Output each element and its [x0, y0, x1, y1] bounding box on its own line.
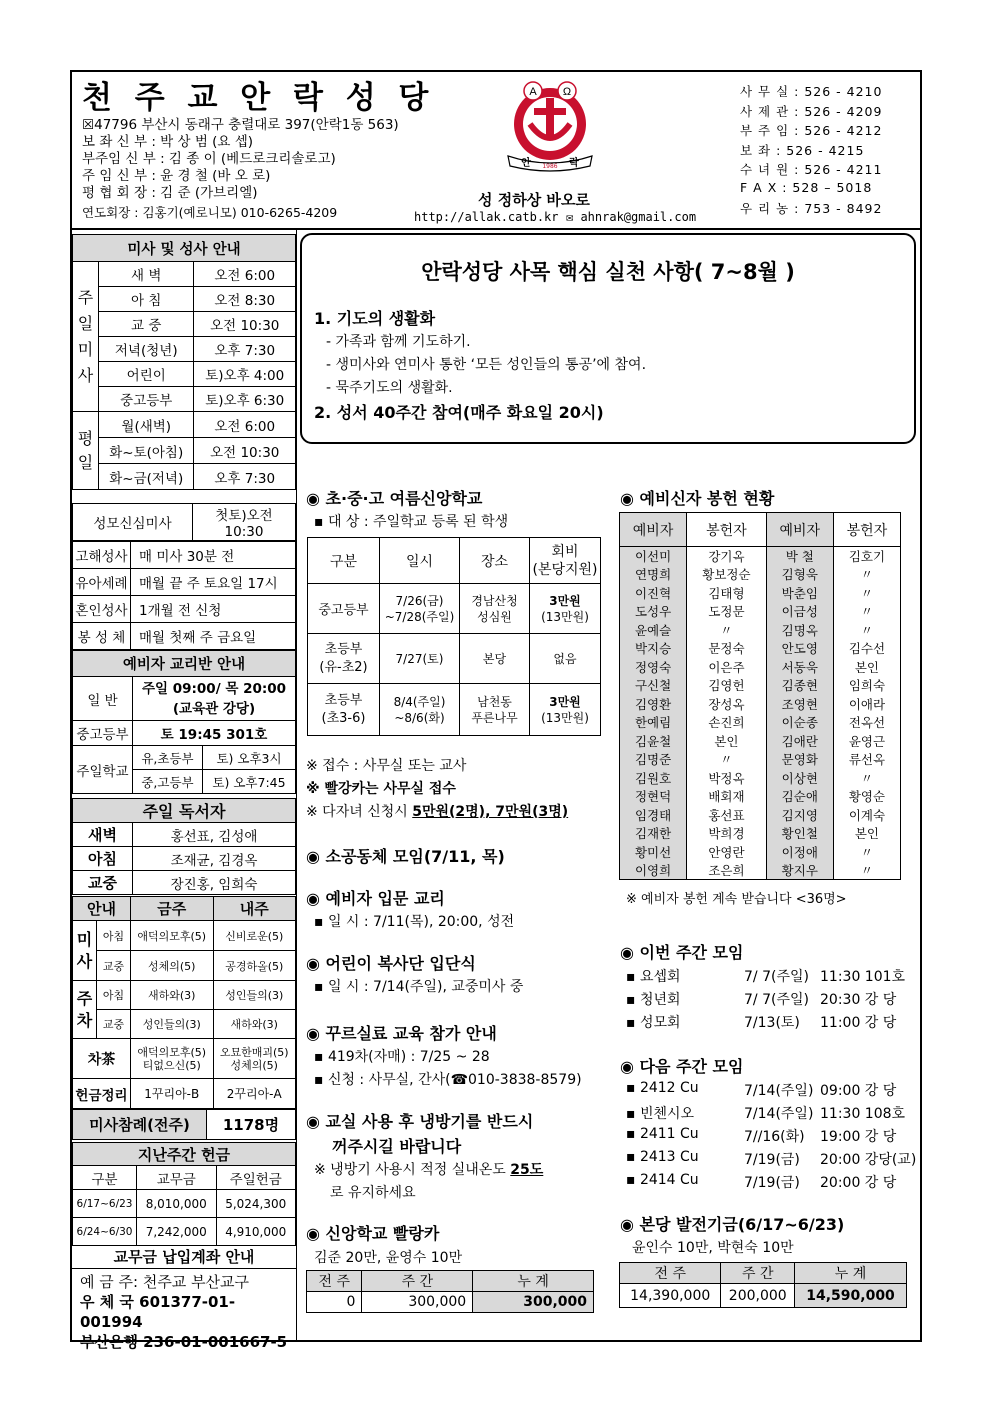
aircon-title-2: 꺼주시길 바랍니다 [332, 1137, 462, 1156]
reader-slot: 새벽 [73, 823, 133, 847]
duty-head: 안내 [73, 897, 131, 921]
mass-time: 오전 8:30 [194, 287, 296, 312]
sacrament-table [72, 541, 296, 650]
count-this-week: 1꾸리아-B [131, 1079, 214, 1109]
sponsor-name: 김호기 [833, 547, 900, 566]
meeting-time-place: 11:30 108호 [820, 1106, 906, 1122]
reader-names: 조재균, 김경옥 [133, 847, 296, 871]
phone-number: 보 좌 : 526 - 4215 [740, 142, 865, 158]
offering-table [72, 1142, 296, 1246]
meeting-time-place: 20:00 강당(교) [820, 1152, 917, 1168]
logo-label-left: 안 [521, 158, 531, 169]
sacrament-info: 매 미사 30분 전 [131, 542, 296, 569]
mass-name: 교 중 [99, 312, 194, 337]
tea-this-week: 애덕의모후(5) 티없으신(5) [131, 1039, 214, 1079]
catechumen-name: 정현덕 [620, 787, 687, 806]
phone-number: 부 주 임 : 526 - 4212 [740, 123, 883, 138]
mass-time: 오후 7:30 [194, 337, 296, 362]
sacrament-name: 봉 성 체 [73, 623, 131, 650]
parking-duty-label: 주 차 [73, 981, 97, 1039]
attendance-table [72, 1109, 296, 1140]
meeting-name: ▪ 2411 Cu [626, 1126, 699, 1142]
catechumen-name: 조영현 [766, 695, 833, 714]
mass-time: 오후 7:30 [194, 464, 296, 490]
catechumen-name: 임경태 [620, 806, 687, 825]
catechumen-name: 김형욱 [766, 565, 833, 584]
account-post: 우 체 국 601377-01-001994 [80, 1293, 236, 1331]
aircon-note-2: 로 유지하세요 [330, 1185, 416, 1201]
catechumen-name: 이선미 [620, 547, 687, 566]
offering-head: 구분 [73, 1166, 137, 1190]
mass-schedule-table [72, 234, 296, 490]
camp-note: ※ 다자녀 신청시 5만원(2명), 7만원(3명) [306, 804, 569, 820]
sponsor-name: 임희숙 [833, 676, 900, 695]
mass-time: 오전 6:00 [194, 412, 296, 438]
sponsor-name: 박희경 [687, 824, 767, 843]
school-time: 토) 오후7:45 [203, 770, 296, 794]
meeting-name: ▪ 2412 Cu [626, 1080, 699, 1096]
catechumen-name: 문영화 [766, 750, 833, 769]
meeting-time-place: 11:30 101호 [820, 969, 906, 985]
sacrament-info: 매월 첫째 주 금요일 [131, 623, 296, 650]
catechumen-name: 서동욱 [766, 658, 833, 677]
fund-table [619, 1262, 907, 1308]
camp-head: 장소 [460, 538, 530, 584]
offering-period: 6/24~6/30 [73, 1218, 137, 1246]
phone-number: F A X : 528 – 5018 [740, 179, 873, 195]
camp-date: 7/26(금) ~7/28(주일) [380, 584, 460, 634]
catechumen-name: 연명희 [620, 565, 687, 584]
catechumen-name: 이영희 [620, 861, 687, 880]
offering-head: 주일헌금 [216, 1166, 296, 1190]
catechumen-name: 구신철 [620, 676, 687, 695]
catechumen-name: 김윤철 [620, 732, 687, 751]
duty-table [72, 896, 296, 1109]
phone-number: 사 제 관 : 526 - 4209 [740, 103, 883, 119]
reader-names: 장진홍, 임희숙 [133, 871, 296, 895]
mass-name: 월(새벽) [99, 412, 194, 438]
mass-name: 화~토(아침) [99, 438, 194, 464]
parish-logo [500, 78, 600, 174]
camp-date: 7/27(토) [380, 634, 460, 684]
camp-note: ※ 빨강카는 사무실 접수 [306, 781, 456, 797]
camp-fee: 3만원 (13만원) [530, 584, 601, 634]
cursillo-title: ◉ 꾸르실료 교육 참가 안내 [306, 1024, 497, 1043]
meeting-name: ▪ 청년회 [626, 992, 681, 1008]
core-item: - 묵주기도의 생활화. [326, 380, 453, 396]
council-president: 평 협 회 장 : 김 준 (가브리엘) [82, 185, 258, 201]
catechumen-name: 박 철 [766, 547, 833, 566]
mass-duty-label: 미 사 [73, 921, 97, 981]
sponsor-name: 황영순 [833, 787, 900, 806]
redcard-head: 누 계 [473, 1271, 594, 1292]
assistant-priest: 보 좌 신 부 : 박 상 범 (요 셉) [82, 134, 254, 150]
redcard-table [306, 1270, 594, 1313]
phone-number: 수 녀 원 : 526 - 4211 [740, 162, 883, 177]
catechumen-name: 박춘임 [766, 584, 833, 603]
sponsor-head: 예비자 [766, 513, 833, 547]
core-heading-1: 1. 기도의 생활화 [314, 309, 436, 328]
youth-time: 토 19:45 301호 [133, 721, 296, 746]
mass-time: 오전 10:30 [194, 438, 296, 464]
yeondo-president: 연도회장 : 김홍기(예로니모) 010-6265-4209 [82, 205, 338, 220]
camp-group: 중고등부 [308, 584, 380, 634]
sponsor-name: 〃 [833, 602, 900, 621]
sacrament-info: 1개월 전 신청 [131, 596, 296, 623]
camp-head: 회비 (본당지원) [530, 538, 601, 584]
sunday-label: 주 일 미 사 [73, 262, 99, 412]
fund-total: 14,590,000 [795, 1284, 907, 1308]
general-label: 일 반 [73, 677, 133, 721]
offering-title: 지난주간 헌금 [73, 1143, 296, 1166]
camp-group: 초등부 (초3-6) [308, 684, 380, 736]
duty-slot: 교중 [97, 1010, 131, 1039]
catechumen-name: 한예림 [620, 713, 687, 732]
sponsor-name: 〃 [687, 621, 767, 640]
meeting-date: 7/13(토) [744, 1015, 800, 1031]
sponsor-name: 〃 [833, 584, 900, 603]
offering-value: 5,024,300 [216, 1190, 296, 1218]
camp-fee: 없음 [530, 634, 601, 684]
catechumen-name: 김순애 [766, 787, 833, 806]
catechumen-name: 황미선 [620, 843, 687, 862]
meeting-name: ▪ 2413 Cu [626, 1149, 699, 1165]
school-group: 유,초등부 [133, 746, 203, 770]
sponsor-name: 〃 [833, 621, 900, 640]
meeting-time-place: 09:00 강 당 [820, 1083, 897, 1099]
catechumen-table [72, 650, 296, 794]
duty-next-week: 성인들의(3) [213, 981, 296, 1010]
logo-year: 1986 [542, 163, 558, 170]
duty-slot: 교중 [97, 951, 131, 981]
reader-slot: 아침 [73, 847, 133, 871]
readers-table [72, 798, 296, 895]
account-box [72, 1245, 296, 1351]
meeting-name: ▪ 성모회 [626, 1015, 681, 1031]
catechumen-name: 김영환 [620, 695, 687, 714]
attendance-label: 미사참례(전주) [73, 1110, 207, 1140]
redcard-head: 전 주 [307, 1271, 362, 1292]
sacrament-name: 유아세례 [73, 569, 131, 596]
sponsor-name: 〃 [833, 843, 900, 862]
catechumen-name: 김명준 [620, 750, 687, 769]
aircon-title: ◉ 교실 사용 후 냉방기를 반드시 [306, 1112, 534, 1131]
duty-head: 내주 [213, 897, 296, 921]
redcard-value: 300,000 [362, 1292, 473, 1313]
general-time: 주일 09:00/ 목 20:00 (교육관 강당) [133, 677, 296, 721]
sponsor-head: 예비자 [620, 513, 687, 547]
meeting-date: 7/14(주일) [744, 1083, 814, 1099]
fund-title: ◉ 본당 발전기금(6/17~6/23) [620, 1215, 845, 1234]
sponsor-name: 이계숙 [833, 806, 900, 825]
entry-class-title: ◉ 예비자 입문 교리 [306, 889, 445, 908]
aircon-note: ※ 냉방기 사용시 적정 실내온도 25도 [314, 1162, 544, 1178]
catechumen-name: 이순종 [766, 713, 833, 732]
account-title: 교무금 납입계좌 안내 [72, 1245, 296, 1269]
sponsor-name: 〃 [687, 750, 767, 769]
column-divider [296, 229, 297, 1342]
meeting-name: ▪ 빈첸시오 [626, 1106, 695, 1122]
meeting-date: 7/19(금) [744, 1152, 800, 1168]
duty-this-week: 애덕의모후(5) [131, 921, 214, 951]
account-bank: 부산은행 236-01-001667-5 [80, 1333, 288, 1351]
devotion-mass-label: 성모신심미사 [73, 504, 193, 541]
camp-date: 8/4(주일) ~8/6(화) [380, 684, 460, 736]
sponsor-name: 본인 [687, 732, 767, 751]
camp-note: ※ 접수 : 사무실 또는 교사 [306, 758, 467, 774]
logo-label-right: 락 [569, 158, 579, 169]
attendance-value: 1178명 [207, 1110, 296, 1140]
redcard-title: ◉ 신앙학교 빨랑카 [306, 1224, 440, 1243]
logo-alpha: A [529, 86, 537, 98]
meeting-date: 7/19(금) [744, 1175, 800, 1191]
catechumen-name: 정영숙 [620, 658, 687, 677]
sponsor-name: 조은희 [687, 861, 767, 880]
readers-title: 주일 독서자 [73, 799, 296, 823]
sponsor-name: 전옥선 [833, 713, 900, 732]
sponsor-name: 〃 [833, 769, 900, 788]
youth-label: 중고등부 [73, 721, 133, 746]
address: ☒47796 부산시 동래구 충렬대로 397(안락1동 563) [82, 117, 399, 133]
offering-value: 4,910,000 [216, 1218, 296, 1246]
camp-fee: 3만원 (13만원) [530, 684, 601, 736]
camp-place: 본당 [460, 634, 530, 684]
sponsor-name: 강기옥 [687, 547, 767, 566]
sponsor-name: 황보정순 [687, 565, 767, 584]
sponsor-name: 이애라 [833, 695, 900, 714]
catechumen-name: 도성우 [620, 602, 687, 621]
meeting-name: ▪ 2414 Cu [626, 1172, 699, 1188]
reader-slot: 교중 [73, 871, 133, 895]
sponsor-name: 장성옥 [687, 695, 767, 714]
duty-next-week: 공경하올(5) [213, 951, 296, 981]
mass-time: 토)오후 4:00 [194, 362, 296, 387]
catechumen-name: 윤예슬 [620, 621, 687, 640]
mass-title: 미사 및 성사 안내 [73, 235, 296, 262]
mass-name: 새 벽 [99, 262, 194, 287]
devotion-mass-table [72, 503, 296, 541]
count-label: 헌금정리 [73, 1079, 131, 1109]
sponsor-name: 박정옥 [687, 769, 767, 788]
sponsor-name: 손진희 [687, 713, 767, 732]
camp-table [307, 537, 601, 736]
sponsor-name: 〃 [833, 861, 900, 880]
fund-value: 200,000 [721, 1284, 795, 1308]
meeting-date: 7//16(화) [744, 1129, 805, 1145]
duty-head: 금주 [131, 897, 214, 921]
sponsor-name: 김영헌 [687, 676, 767, 695]
sacrament-name: 혼인성사 [73, 596, 131, 623]
camp-head: 일시 [380, 538, 460, 584]
meeting-time-place: 20:00 강 당 [820, 1175, 897, 1191]
catechumen-name: 이진혁 [620, 584, 687, 603]
this-week-title: ◉ 이번 주간 모임 [620, 943, 744, 962]
mass-name: 중고등부 [99, 387, 194, 412]
sacrament-name: 고해성사 [73, 542, 131, 569]
meeting-time-place: 20:30 강 당 [820, 992, 897, 1008]
header-divider [70, 228, 922, 230]
sponsor-name: 본인 [833, 824, 900, 843]
sacrament-info: 매월 끝 주 토요일 17시 [131, 569, 296, 596]
sponsor-name: 김태형 [687, 584, 767, 603]
sponsor-name: 본인 [833, 658, 900, 677]
duty-this-week: 성인들의(3) [131, 1010, 214, 1039]
catechumen-name: 안도영 [766, 639, 833, 658]
mass-name: 아 침 [99, 287, 194, 312]
sponsor-name: 문정숙 [687, 639, 767, 658]
duty-this-week: 성체의(5) [131, 951, 214, 981]
fund-value: 14,390,000 [620, 1284, 721, 1308]
account-holder: 예 금 주: 천주교 부산교구 [80, 1273, 250, 1291]
camp-place: 경남산청 성심원 [460, 584, 530, 634]
sponsor-name: 안영란 [687, 843, 767, 862]
duty-slot: 아침 [97, 981, 131, 1010]
redcard-donors: 김준 20만, 윤영수 10만 [314, 1250, 463, 1266]
fund-head: 누 계 [795, 1263, 907, 1284]
meeting-time-place: 11:00 강 당 [820, 1015, 897, 1031]
fund-donors: 윤인수 10만, 박현숙 10만 [632, 1240, 794, 1256]
camp-place: 남천동 푸른나무 [460, 684, 530, 736]
associate-priest: 부주임 신 부 : 김 종 이 (베드로크리솔로고) [82, 151, 336, 167]
account-lines [72, 1269, 296, 1352]
sponsor-name: 류선옥 [833, 750, 900, 769]
catechumen-name: 김지영 [766, 806, 833, 825]
phone-number: 사 무 실 : 526 - 4210 [740, 84, 883, 99]
camp-head: 구분 [308, 538, 380, 584]
patron-saint: 성 정하상 바오로 [478, 191, 590, 209]
parish-title: 천 주 교 안 락 성 당 [82, 80, 435, 116]
pastor: 주 임 신 부 : 윤 경 철 (바 오 로) [82, 168, 271, 184]
core-title: 안락성당 사목 핵심 실천 사항( 7~8월 ) [421, 260, 795, 284]
sponsor-name: 도정문 [687, 602, 767, 621]
meeting-date: 7/ 7(주일) [744, 992, 809, 1008]
catechumen-name: 김재한 [620, 824, 687, 843]
meeting-time-place: 19:00 강 당 [820, 1129, 897, 1145]
count-next-week: 2꾸리아-A [213, 1079, 296, 1109]
sponsor-name: 이은주 [687, 658, 767, 677]
cell-meeting-title: ◉ 소공동체 모임(7/11, 목) [306, 847, 505, 866]
fund-head: 전 주 [620, 1263, 721, 1284]
offering-head: 교무금 [137, 1166, 217, 1190]
sponsor-head: 봉헌자 [687, 513, 767, 547]
email-link[interactable]: ✉ ahnrak@gmail.com [566, 210, 697, 224]
camp-title: ◉ 초·중·고 여름신앙학교 [306, 489, 483, 508]
meeting-date: 7/ 7(주일) [744, 969, 809, 985]
mass-name: 저녁(청년) [99, 337, 194, 362]
core-heading-2: 2. 성서 40주간 참여(매주 화요일 20시) [314, 403, 604, 422]
core-item: - 가족과 함께 기도하기. [326, 334, 471, 350]
next-week-title: ◉ 다음 주간 모임 [620, 1057, 744, 1076]
meeting-name: ▪ 요셉회 [626, 969, 681, 985]
catechumen-name: 이상현 [766, 769, 833, 788]
duty-next-week: 새하와(3) [213, 1010, 296, 1039]
catechumen-name: 이금성 [766, 602, 833, 621]
sponsor-head: 봉헌자 [833, 513, 900, 547]
camp-group: 초등부 (유-초2) [308, 634, 380, 684]
sponsor-table [619, 512, 901, 880]
entry-class-date: ▪ 일 시 : 7/11(목), 20:00, 성전 [314, 914, 515, 930]
camp-target: ▪ 대 상 : 주일학교 등록 된 학생 [314, 514, 509, 530]
altar-server-date: ▪ 일 시 : 7/14(주일), 교중미사 중 [314, 979, 524, 995]
logo-omega: Ω [562, 86, 572, 98]
website-link[interactable]: http://allak.catb.kr [414, 210, 559, 224]
offering-period: 6/17~6/23 [73, 1190, 137, 1218]
sponsor-name: 윤영근 [833, 732, 900, 751]
cursillo-session: ▪ 419차(자매) : 7/25 ~ 28 [314, 1049, 490, 1065]
catechumen-name: 박지승 [620, 639, 687, 658]
mass-name: 어린이 [99, 362, 194, 387]
sponsor-name: 홍선표 [687, 806, 767, 825]
sponsor-name: 배회재 [687, 787, 767, 806]
catechumen-name: 김종현 [766, 676, 833, 695]
duty-slot: 아침 [97, 921, 131, 951]
school-time: 토) 오후3시 [203, 746, 296, 770]
redcard-head: 주 간 [362, 1271, 473, 1292]
offering-value: 7,242,000 [137, 1218, 217, 1246]
mass-time: 오전 6:00 [194, 262, 296, 287]
catechumen-name: 황지우 [766, 861, 833, 880]
school-group: 중,고등부 [133, 770, 203, 794]
catechumen-name: 김원호 [620, 769, 687, 788]
tea-label: 차茶 [73, 1039, 131, 1079]
sponsor-title: ◉ 예비신자 봉헌 현황 [620, 489, 775, 508]
meeting-date: 7/14(주일) [744, 1106, 814, 1122]
mass-time: 오전 10:30 [194, 312, 296, 337]
catechumen-name: 황인철 [766, 824, 833, 843]
tea-next-week: 오묘한매괴(5) 성체의(5) [213, 1039, 296, 1079]
weekday-label: 평 일 [73, 412, 99, 490]
offering-value: 8,010,000 [137, 1190, 217, 1218]
reader-names: 홍선표, 김성애 [133, 823, 296, 847]
catechumen-name: 김애란 [766, 732, 833, 751]
redcard-total: 300,000 [473, 1292, 594, 1313]
mass-time: 토)오후 6:30 [194, 387, 296, 412]
cursillo-contact: ▪ 신청 : 사무실, 간사(☎010-3838-8579) [314, 1072, 582, 1088]
duty-next-week: 신비로운(5) [213, 921, 296, 951]
sponsor-name: 김수선 [833, 639, 900, 658]
devotion-mass-time: 첫토)오전 10:30 [193, 504, 296, 541]
catechumen-name: 이정애 [766, 843, 833, 862]
catechumen-title: 예비자 교리반 안내 [73, 651, 296, 677]
core-item: - 생미사와 연미사 통한 ‘모든 성인들의 통공’에 참여. [326, 357, 647, 373]
duty-this-week: 새하와(3) [131, 981, 214, 1010]
sponsor-name: 〃 [833, 565, 900, 584]
phone-number: 우 리 농 : 753 - 8492 [740, 201, 883, 216]
fund-head: 주 간 [721, 1263, 795, 1284]
catechumen-name: 김명옥 [766, 621, 833, 640]
altar-server-title: ◉ 어린이 복사단 입단식 [306, 954, 476, 973]
sponsor-note: ※ 예비자 봉헌 계속 받습니다 <36명> [626, 892, 847, 907]
mass-name: 화~금(저녁) [99, 464, 194, 490]
school-label: 주일학교 [73, 746, 133, 794]
redcard-value: 0 [307, 1292, 362, 1313]
